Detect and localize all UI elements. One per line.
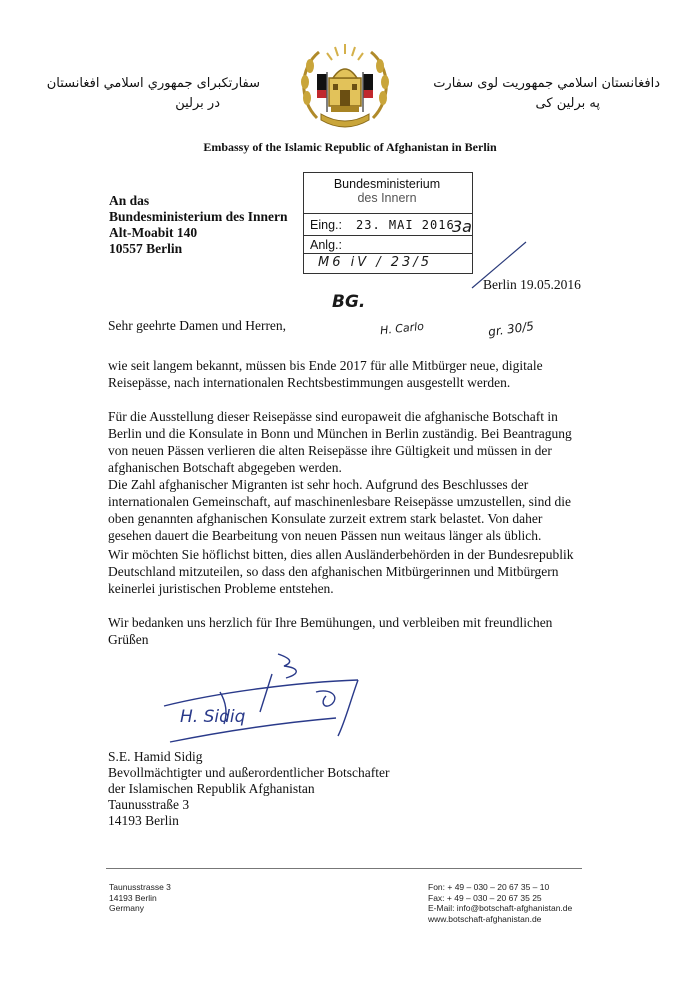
footer-street: Taunusstrasse 3 (109, 882, 171, 892)
address-line-3: Alt-Moabit 140 (109, 225, 198, 240)
handwritten-note-2: gr. 30/5 (487, 318, 535, 340)
stamp-eing-date: 23. MAI 2016 (356, 218, 455, 232)
paragraph-4 (108, 546, 588, 597)
stamp-eing-label: Eing.: (310, 218, 342, 232)
paragraph-5-text: Wir bedanken uns herzlich für Ihre Bemühungen, und verbleiben mit freundlichen Grüßen (108, 615, 553, 647)
signature-script: H. Sidiq (180, 707, 246, 727)
stamp-title-line2: des Innern (357, 191, 417, 205)
receipt-stamp (303, 172, 473, 274)
paragraph-1 (108, 357, 588, 391)
footer-fax: Fax: + 49 – 030 – 20 67 35 25 (428, 892, 542, 903)
signer-street: Taunusstraße 3 (108, 797, 190, 812)
persian-heading-right (430, 74, 660, 114)
footer-phone: Fon: + 49 – 030 – 20 67 35 – 10 (428, 882, 550, 892)
footer-city: 14193 Berlin (109, 892, 157, 903)
embassy-title: Embassy of the Islamic Republic of Afghanistan in Berlin (203, 140, 497, 154)
footer-website: www.botschaft-afghanistan.de (428, 913, 542, 924)
signer-title-2: der Islamischen Republik Afghanistan (108, 781, 315, 796)
address-line-4: 10557 Berlin (109, 241, 183, 256)
address-line-2: Bundesministerium des Innern (109, 209, 288, 224)
stamp-hand-number: 3a (452, 217, 472, 236)
handwritten-initials: BG. (332, 292, 366, 312)
address-line-1: An das (109, 193, 150, 208)
handwritten-note-1: H. Carlo (379, 319, 425, 338)
stamp-hand-line: M6 iV / 23/5 (318, 255, 432, 270)
signer-city: 14193 Berlin (108, 813, 179, 828)
paragraph-3-text: Die Zahl afghanischer Migranten ist sehr hoch. Aufgrund des Beschlusses der internationalen Gemeinschaft, auf maschinenlesbare Reisepässe umzustellen, sind die oben genannten afghanischen Konsulate zurzeit extrem stark belastet. Von daher gesehen dauert die Bearbeitung von neuen Pässen nun weitaus länger als üblich. (108, 477, 571, 543)
paragraph-4-text: Wir möchten Sie höflichst bitten, dies allen Ausländerbehörden in der Bundesrepublik Deutschland mitzuteilen, so dass den afghanischen Mitbürgerinnen und Mitbürgern keinerlei juristischen Probleme entstehen. (108, 547, 574, 596)
footer-contact (428, 882, 572, 924)
footer-address (109, 882, 171, 914)
signer-title-1: Bevollmächtigter und außerordentlicher Botschafter (108, 765, 390, 780)
letter-date: Berlin 19.05.2016 (483, 277, 581, 292)
paragraph-2-text: Für die Ausstellung dieser Reisepässe sind europaweit die afghanische Botschaft in Berlin und die Konsulate in Bonn und München in Berlin zuständig. Bei Beantragung von neuen Pässen verlieren die alten Reisepässe ihre Gültigkeit und müssen in der afghanischen Botschaft abgegeben werden. (108, 409, 572, 475)
stamp-anlg-label: Anlg.: (310, 238, 342, 252)
persian-heading-left-line2: در برلین (175, 96, 220, 111)
persian-heading-left (40, 74, 260, 114)
paragraph-3 (108, 476, 588, 544)
emblem-logo (295, 38, 395, 136)
footer-email: E-Mail: info@botschaft-afghanistan.de (428, 903, 573, 913)
recipient-address (109, 193, 288, 257)
signer-name: S.E. Hamid Sidig (108, 749, 203, 764)
signature-block (108, 749, 390, 829)
persian-heading-right-line1: دافغانستان اسلامي جمهوریت لوی سفارت (433, 76, 660, 91)
footer-divider (106, 868, 582, 869)
stamp-title (312, 177, 462, 205)
stamp-title-line1: Bundesministerium (333, 177, 441, 191)
paragraph-1-text: wie seit langem bekannt, müssen bis Ende 2017 für alle Mitbürger neue, digitale Reisepässe, nach internationalen Rechtsbestimmungen ausgestellt werden. (108, 358, 543, 390)
persian-heading-left-line1: سفارتکبرای جمهوري اسلامي افغانستان (46, 76, 260, 91)
paragraph-5 (108, 614, 588, 648)
handwritten-signature (160, 652, 370, 744)
paragraph-2 (108, 408, 588, 476)
footer-country: Germany (109, 903, 144, 913)
persian-heading-right-line2: په برلین کی (535, 96, 600, 111)
salutation: Sehr geehrte Damen und Herren, (108, 318, 287, 333)
